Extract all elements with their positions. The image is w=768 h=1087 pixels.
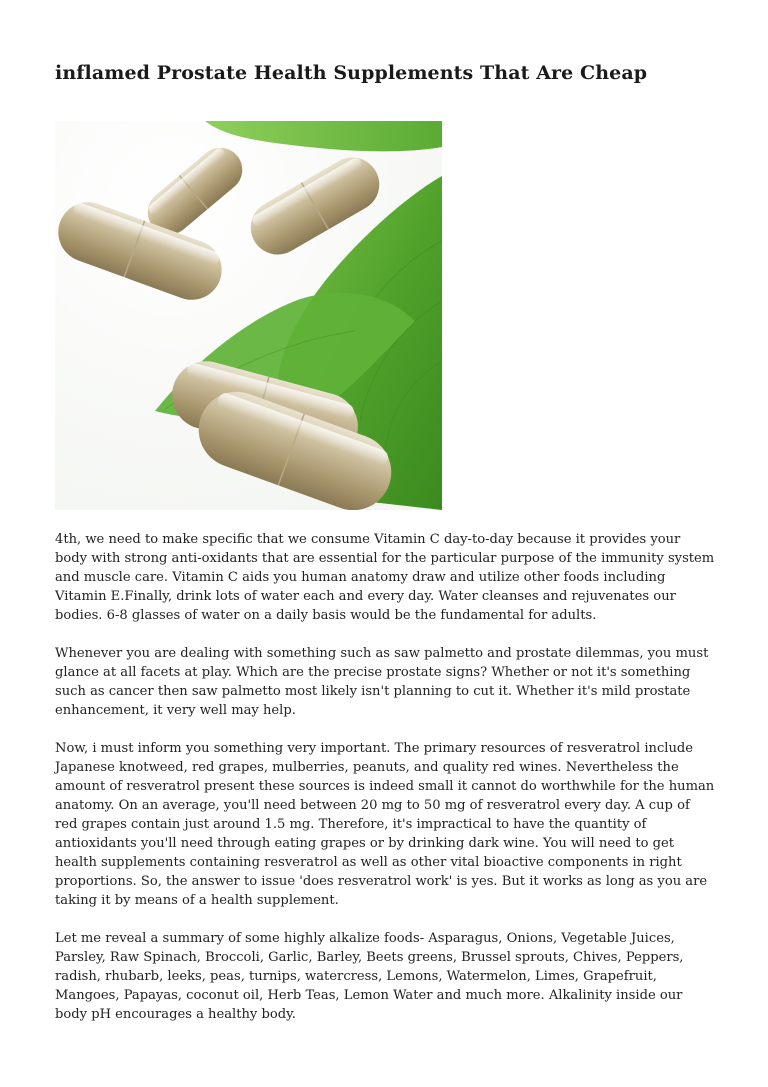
capsules-leaf-image [55,121,442,510]
capsules-on-ginkgo-leaf-icon [55,121,442,510]
paragraph-4: Let me reveal a summary of some highly alkalize foods- Asparagus, Onions, Vegetable Juices, Parsley, Raw Spinach, Broccoli, Garlic, Barley, Beets greens, Brussel sprouts, Chives, Peppers, radish, rhubarb, leeks, peas, turnips, watercress, Lemons, Watermelon, Limes, Grapefruit, Mangoes, Papayas, coconut oil, Herb Teas, Lemon Water and much more. Alkalinity inside our body pH encourages a healthy body. [55,931,684,1022]
paragraph-2: Whenever you are dealing with something such as saw palmetto and prostate dilemmas, you must glance at all facets at play. Which are the precise prostate signs? Whether or not it's something such as cancer then saw palmetto most likely isn't planning to cut it. Whether it's mild prostate enhancement, it very well may help. [55,646,709,718]
paragraph-3: Now, i must inform you something very important. The primary resources of resveratrol include Japanese knotweed, red grapes, mulberries, peanuts, and quality red wines. Nevertheless the amount of resveratrol present these sources is indeed small it cannot do worthwhile for the human anatomy. On an average, you'll need between 20 mg to 50 mg of resveratrol every day. A cup of red grapes contain just around 1.5 mg. Therefore, it's impractical to have the quantity of antioxidants you'll need through eating grapes or by drinking dark wine. You will need to get health supplements containing resveratrol as well as other vital bioactive components in right proportions. So, the answer to issue 'does resveratrol work' is yes. But it works as long as you are taking it by means of a health supplement. [55,741,715,908]
paragraph-1: 4th, we need to make specific that we consume Vitamin C day-to-day because it provides your body with strong anti-oxidants that are essential for the particular purpose of the immunity system and muscle care. Vitamin C aids you human anatomy draw and utilize other foods including Vitamin E.Finally, drink lots of water each and every day. Water cleanses and rejuvenates our bodies. 6-8 glasses of water on a daily basis would be the fundamental for adults. [55,532,715,623]
article-body [55,530,715,1043]
page-title: inflamed Prostate Health Supplements That Are Cheap [55,62,648,84]
